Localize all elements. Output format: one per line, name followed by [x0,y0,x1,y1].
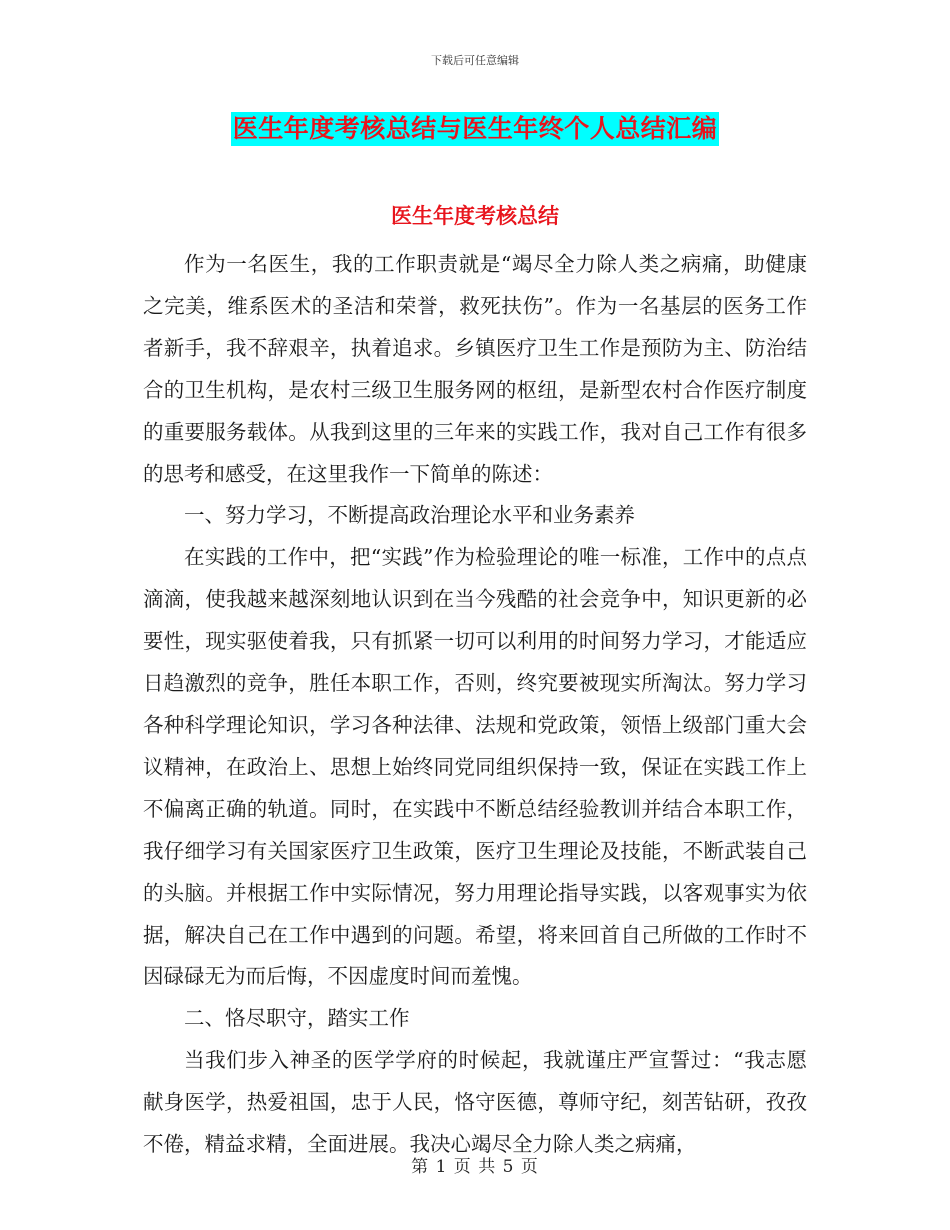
paragraph-intro: 作为一名医生，我的工作职责就是“竭尽全力除人类之病痛，助健康之完美，维系医术的圣洁和荣誉，救死扶伤”。作为一名基层的医务工作者新手，我不辞艰辛，执着追求。乡镇医疗卫生工作是预防为主、防治结合的卫生机构，是农村三级卫生服务网的枢纽，是新型农村合作医疗制度的重要服务载体。从我到这里的三年来的实践工作，我对自己工作有很多的思考和感受，在这里我作一下简单的陈述： [143,252,807,486]
document-title: 医生年度考核总结与医生年终个人总结汇编 [231,112,720,146]
heading-duty: 二、恪尽职守，踏实工作 [184,1006,410,1031]
title-container [0,112,950,146]
page-header: 下载后可任意编辑 [431,54,519,67]
section-title: 医生年度考核总结 [391,204,559,228]
paragraph-study: 在实践的工作中，把“实践”作为检验理论的唯一标准，工作中的点点滴滴，使我越来越深刻地认识到在当今残酷的社会竞争中，知识更新的必要性，现实驱使着我，只有抓紧一切可以利用的时间努力学习，才能适应日趋激烈的竞争，胜任本职工作，否则，终究要被现实所淘汰。努力学习各种科学理论知识，学习各种法律、法规和党政策，领悟上级部门重大会议精神，在政治上、思想上始终同党同组织保持一致，保证在实践工作上不偏离正确的轨道。同时，在实践中不断总结经验教训并结合本职工作，我仔细学习有关国家医疗卫生政策，医疗卫生理论及技能，不断武装自己的头脑。并根据工作中实际情况，努力用理论指导实践，以客观事实为依据，解决自己在工作中遇到的问题。希望，将来回首自己所做的工作时不因碌碌无为而后悔，不因虚度时间而羞愧。 [143,545,807,989]
page-number: 第 1 页 共 5 页 [411,1157,539,1177]
paragraph-duty: 当我们步入神圣的医学学府的时候起，我就谨庄严宣誓过：“我志愿献身医学，热爱祖国，忠于人民，恪守医德，尊师守纪，刻苦钻研，孜孜不倦，精益求精，全面进展。我决心竭尽全力除人类之病痛， [143,1048,807,1157]
heading-study: 一、努力学习，不断提高政治理论水平和业务素养 [184,503,635,528]
document-body [143,244,807,1166]
